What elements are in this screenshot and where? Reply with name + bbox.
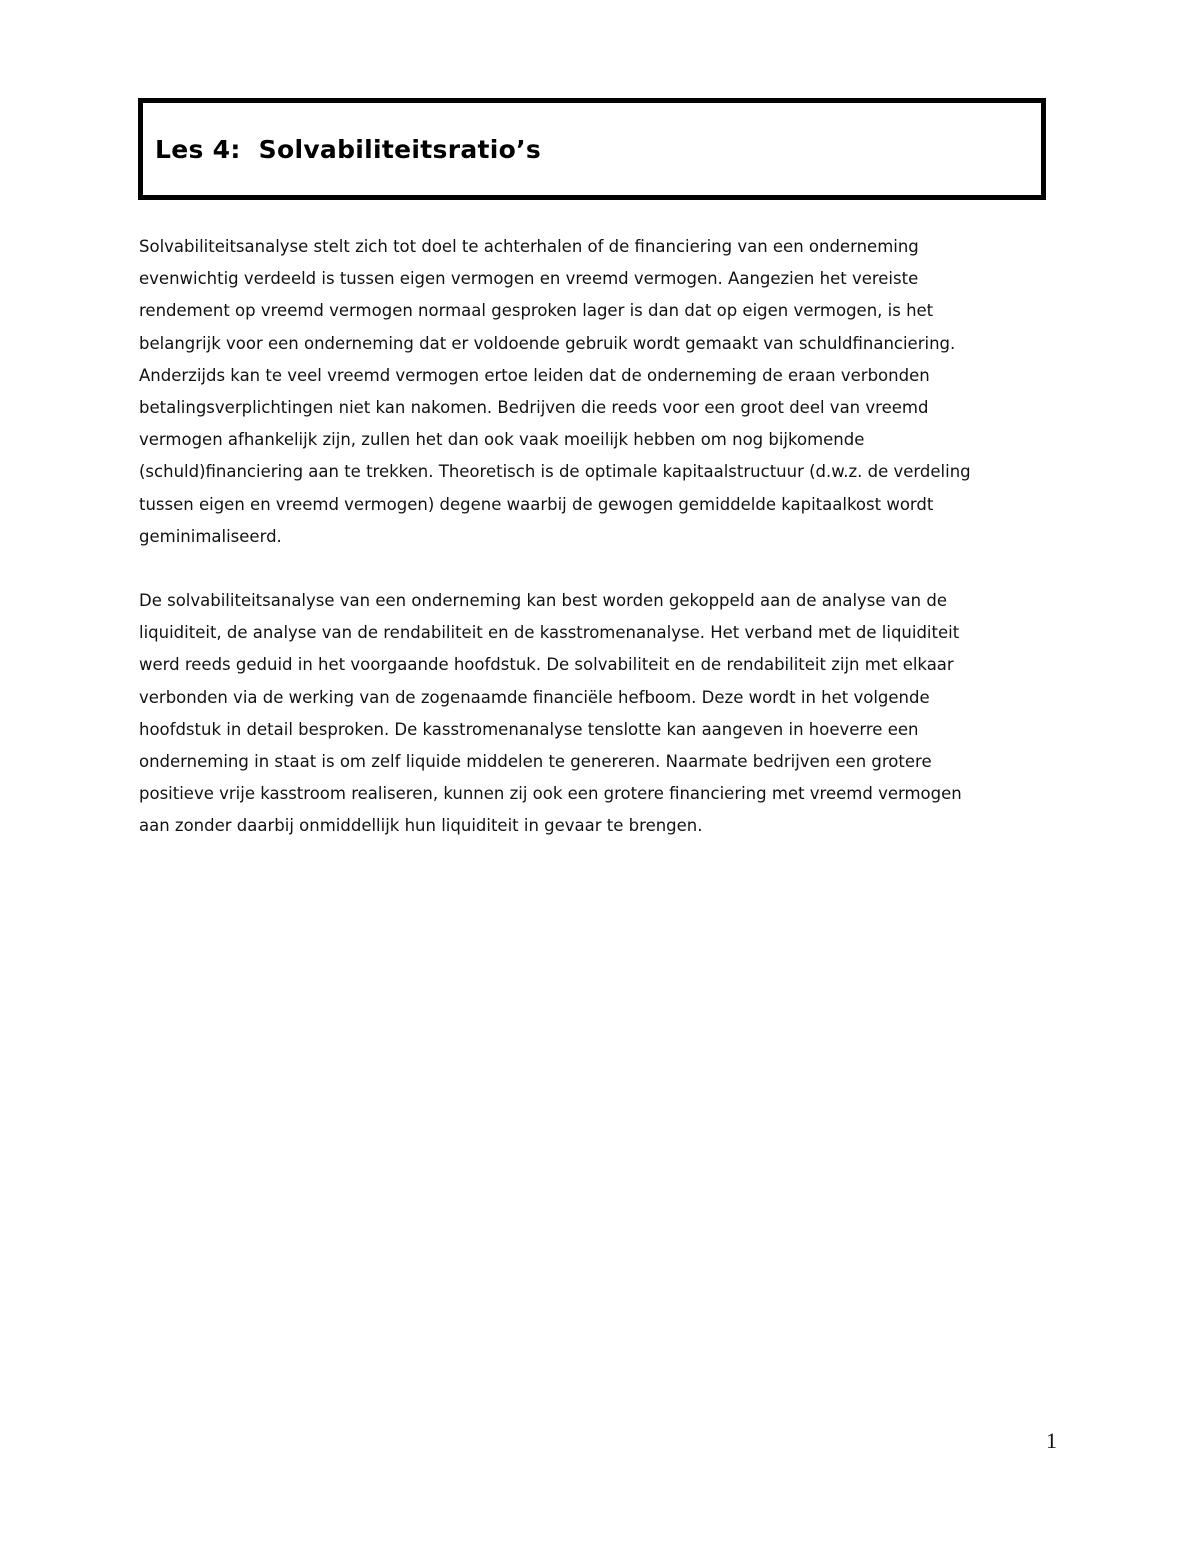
paragraph-line: betalingsverplichtingen niet kan nakomen. Bedrijven die reeds voor een groot deel van vreemd — [139, 398, 929, 418]
title-box — [138, 98, 1046, 200]
paragraph-line: (schuld)financiering aan te trekken. Theoretisch is de optimale kapitaalstructuur (d.w.z. de verdeling — [139, 462, 971, 482]
paragraph-line: positieve vrije kasstroom realiseren, kunnen zij ook een grotere financiering met vreemd vermogen — [139, 784, 962, 804]
paragraph-line: verbonden via de werking van de zogenaamde financiële hefboom. Deze wordt in het volgende — [139, 687, 930, 707]
paragraph-line: tussen eigen en vreemd vermogen) degene waarbij de gewogen gemiddelde kapitaalkost wordt — [139, 494, 934, 514]
paragraph-line: Solvabiliteitsanalyse stelt zich tot doel te achterhalen of de financiering van een onderneming — [139, 237, 919, 256]
paragraph-line: belangrijk voor een onderneming dat er voldoende gebruik wordt gemaakt van schuldfinanciering. — [139, 333, 956, 353]
paragraph-1 — [139, 231, 1044, 553]
paragraph-line: onderneming in staat is om zelf liquide middelen te genereren. Naarmate bedrijven een grotere — [139, 752, 932, 772]
paragraph-line: rendement op vreemd vermogen normaal gesproken lager is dan dat op eigen vermogen, is het — [139, 301, 934, 321]
paragraph-line: De solvabiliteitsanalyse van een onderneming kan best worden gekoppeld aan de analyse van de — [139, 591, 948, 610]
paragraph-line: evenwichtig verdeeld is tussen eigen vermogen en vreemd vermogen. Aangezien het vereiste — [139, 269, 919, 289]
paragraph-line: Anderzijds kan te veel vreemd vermogen ertoe leiden dat de onderneming de eraan verbonden — [139, 365, 930, 385]
page-number: 1 — [1046, 1428, 1057, 1453]
paragraph-line: hoofdstuk in detail besproken. De kasstromenanalyse tenslotte kan aangeven in hoeverre een — [139, 719, 919, 739]
page-title: Les 4: Solvabiliteitsratio’s — [155, 135, 542, 164]
paragraph-line: liquiditeit, de analyse van de rendabiliteit en de kasstromenanalyse. Het verband met de liquiditeit — [139, 623, 960, 643]
paragraph-line: werd reeds geduid in het voorgaande hoofdstuk. De solvabiliteit en de rendabiliteit zijn met elkaar — [139, 655, 954, 675]
paragraph-line: vermogen afhankelijk zijn, zullen het dan ook vaak moeilijk hebben om nog bijkomende — [139, 430, 865, 450]
paragraph-line: aan zonder daarbij onmiddellijk hun liquiditeit in gevaar te brengen. — [139, 816, 703, 836]
paragraph-2 — [139, 585, 1044, 843]
paragraph-line: geminimaliseerd. — [139, 526, 282, 546]
